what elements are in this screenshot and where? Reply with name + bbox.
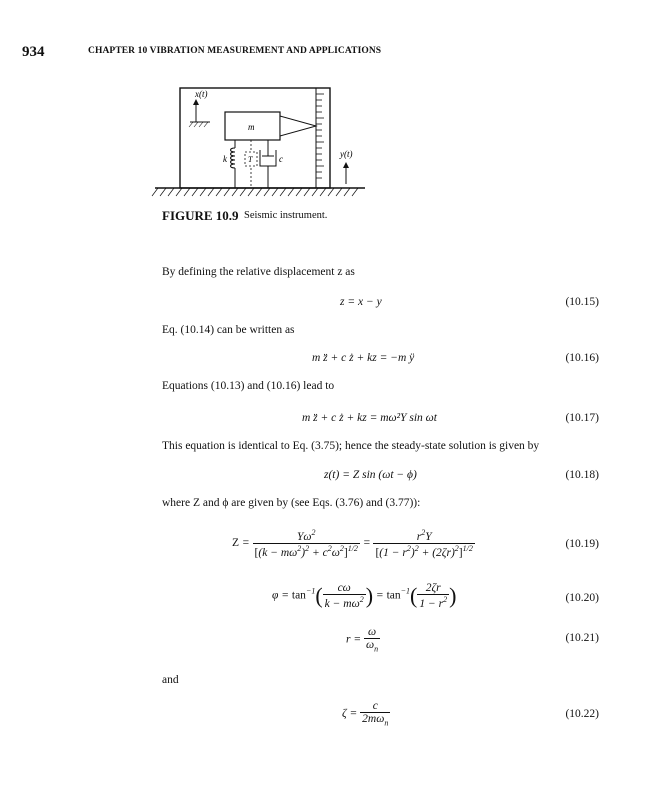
figure-label: FIGURE 10.9 bbox=[162, 208, 239, 223]
label-c: c bbox=[279, 154, 283, 164]
label-m: m bbox=[248, 122, 255, 132]
equation-10-19: Z = $\frac{Y\omega^2}{[(k - m\omega^2)^2 + c^2\omega^2]^{1/2}}$ = $\frac{r^2Y}{[(1 - r^2)^2 + (2\zeta r)^2]^{1/2}}$ bbox=[232, 528, 473, 559]
figure-caption: Seismic instrument. bbox=[244, 210, 328, 221]
label-y-t: y(t) bbox=[340, 149, 353, 159]
equation-10-21: r = $\frac{\omega}{\omega_n}$ bbox=[346, 626, 379, 654]
equation-number-10-19: (10.19) bbox=[565, 538, 599, 550]
paragraph-5: where Z and ϕ are given by (see Eqs. (3.76) and (3.77)): bbox=[162, 497, 421, 509]
equation-number-10-22: (10.22) bbox=[565, 708, 599, 720]
paragraph-4: This equation is identical to Eq. (3.75); hence the steady-state solution is given by bbox=[162, 440, 540, 452]
chapter-title: CHAPTER 10 VIBRATION MEASUREMENT AND APPLICATIONS bbox=[88, 46, 382, 56]
equation-10-15: z = x − y bbox=[340, 296, 382, 308]
equation-number-10-15: (10.15) bbox=[565, 296, 599, 308]
paragraph-6: and bbox=[162, 674, 179, 686]
equation-number-10-21: (10.21) bbox=[565, 632, 599, 644]
paragraph-2: Eq. (10.14) can be written as bbox=[162, 324, 295, 336]
label-T: T bbox=[248, 155, 253, 164]
equation-number-10-16: (10.16) bbox=[565, 352, 599, 364]
paragraph-3: Equations (10.13) and (10.16) lead to bbox=[162, 380, 335, 392]
equation-number-10-18: (10.18) bbox=[565, 469, 599, 481]
page-number: 934 bbox=[22, 44, 45, 60]
label-k: k bbox=[223, 154, 227, 164]
seismic-instrument-figure bbox=[150, 80, 370, 200]
equation-10-18: z(t) = Z sin (ωt − ϕ) bbox=[324, 469, 417, 481]
label-x-t: x(t) bbox=[195, 89, 208, 99]
paragraph-1: By defining the relative displacement z as bbox=[162, 266, 355, 278]
equation-10-20: $\varphi = \tan^{-1}$( $\frac{c\omega}{k - m\omega^2}$ ) = $\tan^{-1}$( $\frac{2\zeta r}{1 - r^2}$ ) bbox=[272, 582, 457, 610]
equation-number-10-17: (10.17) bbox=[565, 412, 599, 424]
equation-10-22: ζ = $\frac{c}{2m\omega_n}$ bbox=[342, 700, 389, 728]
equation-10-16: m z̈ + c ż + kz = −m ÿ bbox=[312, 352, 415, 364]
equation-number-10-20: (10.20) bbox=[565, 592, 599, 604]
equation-10-17: m z̈ + c ż + kz = mω²Y sin ωt bbox=[302, 412, 437, 424]
